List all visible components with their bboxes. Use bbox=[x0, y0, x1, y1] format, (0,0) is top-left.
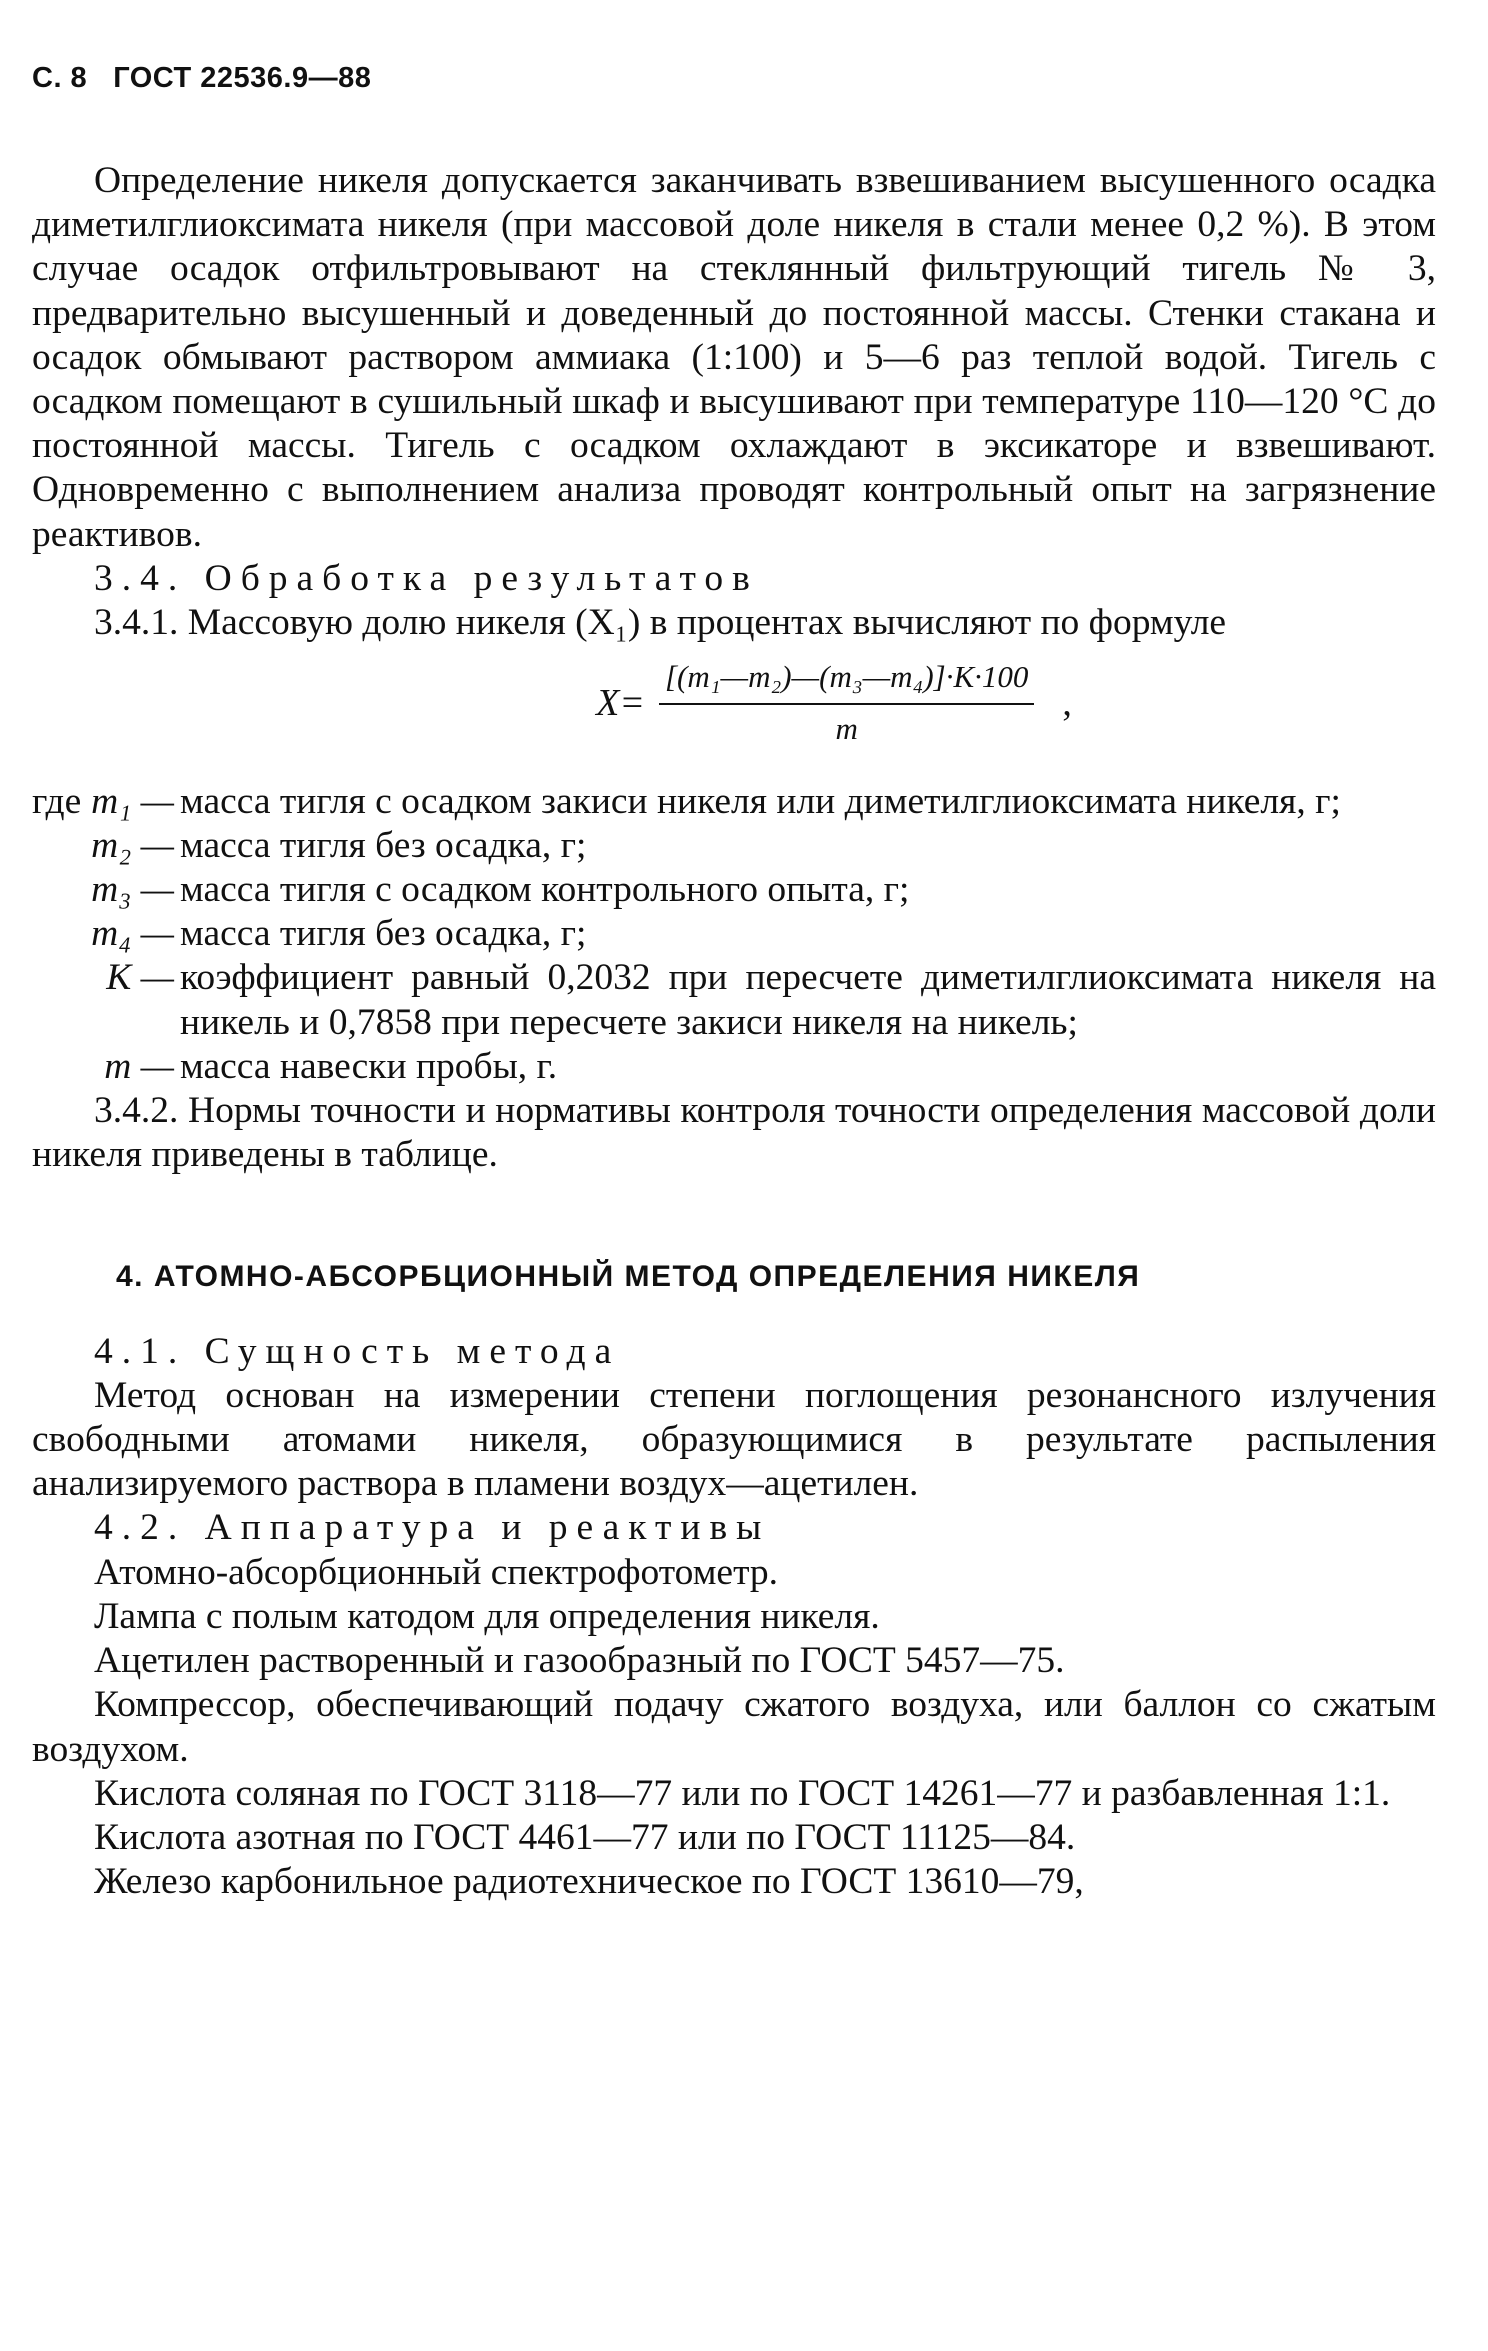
list-item: Ацетилен растворенный и газообразный по ГОСТ 5457—75. bbox=[94, 1640, 1065, 1682]
page-number: С. 8 bbox=[32, 62, 88, 94]
paragraph-4-1: Метод основан на измерении степени поглощения резонансного излучения свободными атомами никеля, образующимися в результате распыления анализируемого раствора в пламени воздух—ацетилен. bbox=[32, 1374, 1436, 1505]
definition-symbol: m₃ — bbox=[91, 869, 174, 911]
heading-4-2: 4.2. Аппаратура и реактивы bbox=[94, 1507, 771, 1549]
formula-lhs: X= bbox=[596, 682, 645, 725]
definition-row bbox=[32, 1045, 1436, 1089]
definition-symbol: m₄ — bbox=[91, 913, 174, 955]
paragraph-weighing: Определение никеля допускается заканчивать взвешиванием высушенного осадка диметилглиоксимата никеля (при массовой доле никеля в стали менее 0,2 %). В этом случае осадок отфильтровывают на стеклянный фильтрующий тигель № 3, предварительно высушенный и доведенный до постоянной массы. Стенки стакана и осадок обмывают раствором аммиака (1:100) и 5—6 раз теплой водой. Тигель с осадком помещают в сушильный шкаф и высушивают при температуре 110—120 °С до постоянной массы. Тигель с осадком охлаждают в эксикаторе и взвешивают. Одновременно с выполнением анализа проводят контрольный опыт на загрязнение реактивов. bbox=[32, 160, 1436, 555]
definition-row bbox=[32, 912, 1436, 956]
list-item: Компрессор, обеспечивающий подачу сжатого воздуха, или баллон со сжатым воздухом. bbox=[32, 1684, 1436, 1770]
page-header bbox=[32, 62, 1436, 95]
heading-4-1: 4.1. Сущность метода bbox=[94, 1330, 621, 1372]
list-item: Лампа с полым катодом для определения никеля. bbox=[94, 1595, 880, 1637]
definition-row bbox=[32, 956, 1436, 1044]
definition-text: масса навески пробы, г. bbox=[180, 1045, 558, 1087]
definition-symbol: m — bbox=[104, 1045, 174, 1087]
body-text bbox=[32, 159, 1436, 1904]
formula-numerator: [(m₁—m₂)—(m₃—m₄)]·K·100 bbox=[659, 655, 1034, 705]
definition-row bbox=[32, 868, 1436, 912]
standard-number: ГОСТ 22536.9—88 bbox=[113, 62, 372, 94]
list-item: Кислота соляная по ГОСТ 3118—77 или по ГОСТ 14261—77 и разбавленная 1:1. bbox=[94, 1772, 1391, 1814]
definition-row bbox=[32, 824, 1436, 868]
formula-fraction bbox=[659, 655, 1034, 751]
formula-trailing-comma: , bbox=[1062, 682, 1072, 725]
definition-text: масса тигля с осадком закиси никеля или диметилглиоксимата никеля, г; bbox=[180, 780, 1341, 822]
paragraph-3-4-1: 3.4.1. Массовую долю никеля (X₁) в процентах вычисляют по формуле bbox=[94, 602, 1227, 644]
list-item: Железо карбонильное радиотехническое по ГОСТ 13610—79, bbox=[94, 1861, 1084, 1903]
variable-definitions bbox=[32, 780, 1436, 1089]
definition-text: масса тигля без осадка, г; bbox=[180, 913, 587, 955]
definition-text: масса тигля с осадком контрольного опыта, г; bbox=[180, 869, 910, 911]
definition-symbol: m₂ — bbox=[91, 824, 174, 866]
list-item: Атомно-абсорбционный спектрофотометр. bbox=[94, 1551, 779, 1593]
definition-row bbox=[32, 780, 1436, 824]
formula-denominator: m bbox=[835, 711, 858, 747]
definition-text: масса тигля без осадка, г; bbox=[180, 824, 587, 866]
definition-lead: где bbox=[32, 780, 82, 822]
section-4-title: 4. АТОМНО-АБСОРБЦИОННЫЙ МЕТОД ОПРЕДЕЛЕНИЯ НИКЕЛЯ bbox=[116, 1260, 1141, 1294]
definition-symbol: m₁ — bbox=[91, 780, 174, 822]
formula bbox=[32, 655, 1436, 751]
list-item: Кислота азотная по ГОСТ 4461—77 или по ГОСТ 11125—84. bbox=[94, 1816, 1076, 1858]
heading-3-4: 3.4. Обработка результатов bbox=[94, 557, 759, 599]
definition-symbol: K — bbox=[106, 957, 174, 999]
definition-text: коэффициент равный 0,2032 при пересчете диметилглиоксимата никеля на никель и 0,7858 при пересчете закиси никеля на никель; bbox=[180, 957, 1436, 1043]
paragraph-3-4-2: 3.4.2. Нормы точности и нормативы контроля точности определения массовой доли никеля приведены в таблице. bbox=[32, 1090, 1436, 1176]
